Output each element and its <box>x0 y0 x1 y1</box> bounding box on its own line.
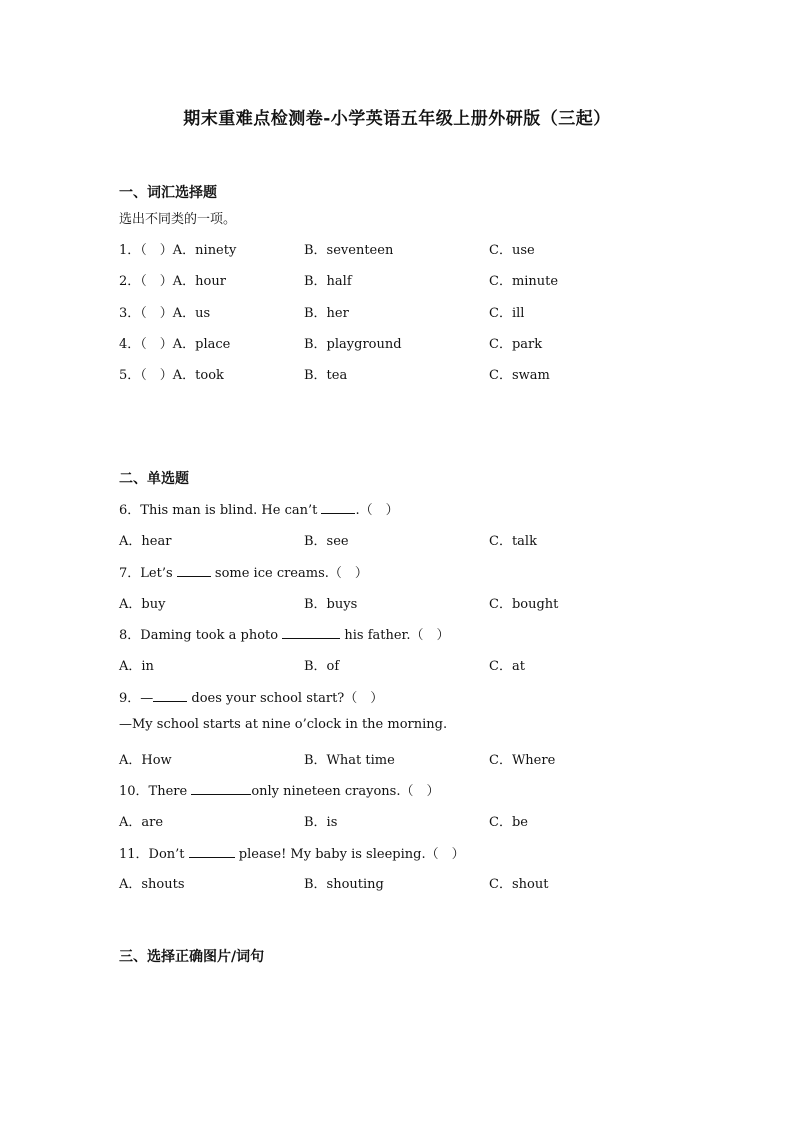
answer-options <box>0 749 794 769</box>
stem-text: 10．There <box>119 784 192 799</box>
option-a: 4．（ ）A．place <box>119 337 231 352</box>
option-a: A．hear <box>119 534 172 549</box>
option-c: C．Where <box>489 753 556 768</box>
option-a: 1．（ ）A．ninety <box>119 243 237 258</box>
option-c: C．at <box>489 659 525 674</box>
question-row <box>0 364 794 384</box>
question-row <box>0 333 794 353</box>
stem-text: 11．Don’t <box>119 847 189 862</box>
answer-blank <box>153 691 187 702</box>
option-a: 2．（ ）A．hour <box>119 274 226 289</box>
option-c: C．swam <box>489 368 550 383</box>
option-c: C．bought <box>489 597 559 612</box>
option-b: B．seventeen <box>304 243 394 258</box>
option-c: C．be <box>489 815 528 830</box>
option-a: A．buy <box>119 597 166 612</box>
stem-text: 6．This man is blind. He can’t <box>119 503 322 518</box>
option-a: A．How <box>119 753 172 768</box>
option-a: 3．（ ）A．us <box>119 306 211 321</box>
question-stem <box>119 843 465 862</box>
question-response-line: —My school starts at nine o’clock in the morning. <box>119 717 448 732</box>
answer-options <box>0 873 794 893</box>
answer-blank <box>321 503 355 514</box>
stem-text: .（ ） <box>355 503 399 518</box>
answer-options <box>0 593 794 613</box>
option-b: B．of <box>304 659 340 674</box>
section-instruction: 选出不同类的一项。 <box>119 212 237 227</box>
stem-text: please! My baby is sleeping.（ ） <box>234 847 465 862</box>
option-c: C．park <box>489 337 543 352</box>
option-b: B．her <box>304 306 349 321</box>
option-b: B．buys <box>304 597 358 612</box>
option-c: C．shout <box>489 877 549 892</box>
answer-blank <box>282 628 340 639</box>
option-b: B．What time <box>304 753 395 768</box>
stem-text: 9．— <box>119 691 154 706</box>
question-stem <box>119 624 449 643</box>
stem-text: 7．Let’s <box>119 566 177 581</box>
stem-text: some ice creams.（ ） <box>210 566 368 581</box>
option-c: C．ill <box>489 306 525 321</box>
option-b: B．tea <box>304 368 348 383</box>
answer-blank <box>177 566 211 577</box>
question-row <box>0 239 794 259</box>
option-a: A．shouts <box>119 877 185 892</box>
answer-options <box>0 530 794 550</box>
section-heading-pictures: 三、选择正确图片/词句 <box>119 949 265 965</box>
stem-text: 8．Daming took a photo <box>119 628 283 643</box>
option-b: B．half <box>304 274 352 289</box>
option-b: B．is <box>304 815 338 830</box>
option-b: B．playground <box>304 337 402 352</box>
section-heading-single-choice: 二、单选题 <box>119 471 189 487</box>
stem-text: does your school start?（ ） <box>187 691 384 706</box>
stem-text: his father.（ ） <box>340 628 450 643</box>
option-a: A．in <box>119 659 154 674</box>
option-b: B．see <box>304 534 349 549</box>
stem-text: only nineteen crayons.（ ） <box>251 784 440 799</box>
answer-options <box>0 811 794 831</box>
question-row <box>0 270 794 290</box>
question-stem <box>119 562 368 581</box>
option-b: B．shouting <box>304 877 384 892</box>
question-row <box>0 302 794 322</box>
question-stem <box>119 499 399 518</box>
option-c: C．minute <box>489 274 559 289</box>
option-c: C．talk <box>489 534 537 549</box>
option-a: A．are <box>119 815 164 830</box>
page-title: 期末重难点检测卷-小学英语五年级上册外研版（三起） <box>183 109 611 129</box>
option-c: C．use <box>489 243 535 258</box>
answer-blank <box>191 784 251 795</box>
question-stem <box>119 780 439 799</box>
option-a: 5．（ ）A．took <box>119 368 224 383</box>
section-heading-vocabulary: 一、词汇选择题 <box>119 185 217 201</box>
answer-options <box>0 655 794 675</box>
answer-blank <box>189 847 235 858</box>
question-stem <box>119 687 383 706</box>
